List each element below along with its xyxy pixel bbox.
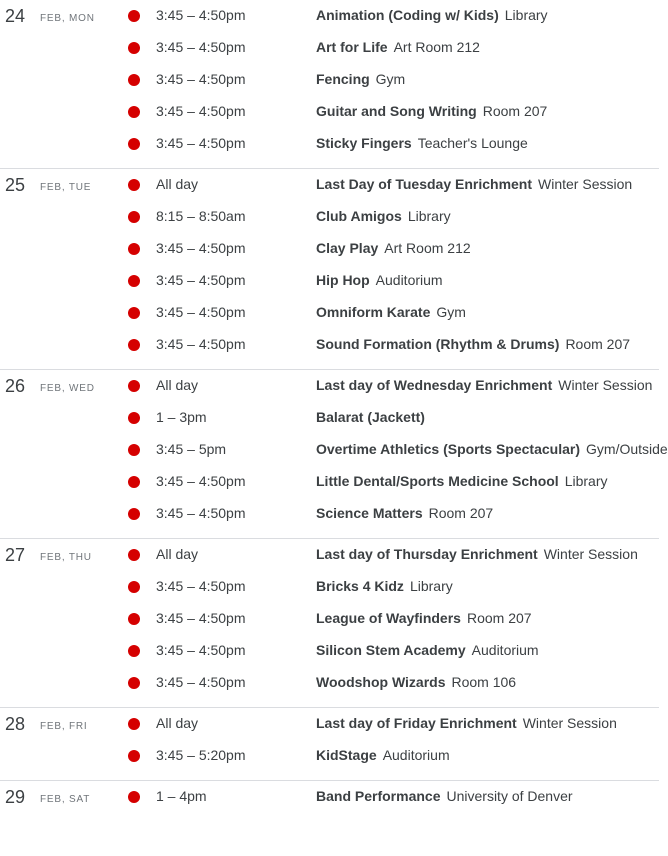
- event-title: Last Day of Tuesday Enrichment: [316, 176, 533, 192]
- event-item[interactable]: [0, 233, 659, 265]
- event-time: 3:45 – 4:50pm: [156, 674, 246, 690]
- event-title: Guitar and Song Writing: [316, 103, 477, 119]
- event-item[interactable]: [0, 539, 659, 571]
- event-list: [0, 370, 668, 530]
- event-item[interactable]: [0, 635, 659, 667]
- event-color-dot-icon: [128, 380, 140, 392]
- event-item[interactable]: [0, 64, 659, 96]
- event-item[interactable]: [0, 265, 659, 297]
- event-item[interactable]: [0, 329, 659, 361]
- event-time: All day: [156, 715, 199, 731]
- event-location: University of Denver: [446, 788, 573, 804]
- event-time: 3:45 – 4:50pm: [156, 71, 246, 87]
- event-title-line[interactable]: [316, 747, 450, 764]
- event-color-dot-icon: [128, 42, 140, 54]
- agenda-day: [0, 0, 659, 169]
- event-color-dot-icon: [128, 106, 140, 118]
- day-label: FEB, TUE: [40, 182, 92, 193]
- event-title: Art for Life: [316, 39, 388, 55]
- event-location: Library: [409, 578, 453, 594]
- event-time: All day: [156, 377, 199, 393]
- event-title-line[interactable]: [316, 103, 547, 120]
- event-item[interactable]: [0, 708, 659, 740]
- event-title: KidStage: [316, 747, 377, 763]
- event-item[interactable]: [0, 571, 659, 603]
- event-time: All day: [156, 546, 199, 562]
- day-label: FEB, MON: [40, 13, 95, 24]
- event-color-dot-icon: [128, 179, 140, 191]
- event-color-dot-icon: [128, 10, 140, 22]
- event-item[interactable]: [0, 434, 668, 466]
- event-color-dot-icon: [128, 444, 140, 456]
- event-time: 8:15 – 8:50am: [156, 208, 246, 224]
- event-color-dot-icon: [128, 718, 140, 730]
- event-title-line[interactable]: [316, 409, 425, 426]
- event-time: 3:45 – 5:20pm: [156, 747, 246, 763]
- event-location: Gym/Outside: [586, 441, 668, 457]
- event-location: Library: [407, 208, 451, 224]
- event-title: Balarat (Jackett): [316, 409, 425, 425]
- event-location: Gym: [436, 304, 466, 320]
- event-location: Gym: [375, 71, 406, 87]
- event-title-line[interactable]: [316, 505, 493, 522]
- event-time: 1 – 3pm: [156, 409, 207, 425]
- event-location: Auditorium: [471, 642, 539, 658]
- day-number[interactable]: 24: [5, 6, 26, 26]
- event-title-line[interactable]: [316, 546, 638, 563]
- event-time: 3:45 – 4:50pm: [156, 304, 246, 320]
- event-title: Woodshop Wizards: [316, 674, 446, 690]
- event-time: 3:45 – 4:50pm: [156, 642, 246, 658]
- event-time: 3:45 – 4:50pm: [156, 578, 246, 594]
- event-title-line[interactable]: [316, 336, 630, 353]
- event-color-dot-icon: [128, 508, 140, 520]
- day-number[interactable]: 29: [5, 787, 26, 807]
- agenda-day: [0, 169, 659, 370]
- event-title-line[interactable]: [316, 208, 451, 225]
- event-title: League of Wayfinders: [316, 610, 461, 626]
- event-item[interactable]: [0, 169, 659, 201]
- event-title: Last day of Wednesday Enrichment: [316, 377, 553, 393]
- event-item[interactable]: [0, 297, 659, 329]
- event-location: Art Room 212: [393, 39, 480, 55]
- event-title-line[interactable]: [316, 674, 516, 691]
- event-title: Last day of Thursday Enrichment: [316, 546, 538, 562]
- event-location: Winter Session: [558, 377, 653, 393]
- event-title: Last day of Friday Enrichment: [316, 715, 517, 731]
- day-number[interactable]: 28: [5, 714, 26, 734]
- event-location: Room 207: [482, 103, 548, 119]
- event-list: [0, 169, 659, 361]
- event-title: Fencing: [316, 71, 370, 87]
- event-time: 3:45 – 4:50pm: [156, 336, 246, 352]
- event-location: Winter Session: [522, 715, 617, 731]
- event-item[interactable]: [0, 370, 659, 402]
- event-time: 3:45 – 4:50pm: [156, 240, 246, 256]
- event-time: All day: [156, 176, 199, 192]
- day-number[interactable]: 27: [5, 545, 26, 565]
- event-title-line[interactable]: [316, 610, 532, 627]
- event-title: Sticky Fingers: [316, 135, 412, 151]
- event-item[interactable]: [0, 0, 659, 32]
- event-color-dot-icon: [128, 791, 140, 803]
- event-location: Room 106: [451, 674, 517, 690]
- event-title: Club Amigos: [316, 208, 402, 224]
- event-color-dot-icon: [128, 412, 140, 424]
- day-label: FEB, WED: [40, 383, 95, 394]
- event-color-dot-icon: [128, 581, 140, 593]
- event-time: 3:45 – 4:50pm: [156, 135, 246, 151]
- event-item[interactable]: [0, 667, 659, 699]
- event-color-dot-icon: [128, 275, 140, 287]
- event-color-dot-icon: [128, 750, 140, 762]
- event-item[interactable]: [0, 96, 659, 128]
- event-location: Library: [504, 7, 548, 23]
- event-time: 3:45 – 4:50pm: [156, 272, 246, 288]
- event-title: Little Dental/Sports Medicine School: [316, 473, 559, 489]
- day-number[interactable]: 26: [5, 376, 26, 396]
- event-title-line[interactable]: [316, 715, 617, 732]
- event-title: Overtime Athletics (Sports Spectacular): [316, 441, 581, 457]
- event-item[interactable]: [0, 740, 659, 772]
- event-color-dot-icon: [128, 243, 140, 255]
- event-title-line[interactable]: [316, 788, 573, 805]
- event-title-line[interactable]: [316, 441, 668, 458]
- event-location: Art Room 212: [384, 240, 471, 256]
- event-title-line[interactable]: [316, 240, 471, 257]
- event-list: [0, 708, 659, 772]
- event-title-line[interactable]: [316, 578, 453, 595]
- event-time: 3:45 – 4:50pm: [156, 39, 246, 55]
- event-title: Bricks 4 Kidz: [316, 578, 404, 594]
- event-location: Auditorium: [375, 272, 443, 288]
- day-number[interactable]: 25: [5, 175, 26, 195]
- event-title-line[interactable]: [316, 272, 443, 289]
- event-title-line[interactable]: [316, 176, 632, 193]
- event-title-line[interactable]: [316, 7, 548, 24]
- event-title-line[interactable]: [316, 71, 405, 88]
- event-location: Winter Session: [538, 176, 633, 192]
- event-item[interactable]: [0, 201, 659, 233]
- event-location: Room 207: [466, 610, 532, 626]
- event-location: Teacher's Lounge: [417, 135, 528, 151]
- event-color-dot-icon: [128, 307, 140, 319]
- event-item[interactable]: [0, 128, 659, 160]
- event-title: Sound Formation (Rhythm & Drums): [316, 336, 560, 352]
- event-item[interactable]: [0, 603, 659, 635]
- day-label: FEB, FRI: [40, 721, 88, 732]
- agenda-day: [0, 781, 659, 821]
- event-color-dot-icon: [128, 645, 140, 657]
- event-title: Silicon Stem Academy: [316, 642, 466, 658]
- event-time: 3:45 – 4:50pm: [156, 7, 246, 23]
- event-title: Band Performance: [316, 788, 441, 804]
- agenda-day: [0, 370, 668, 539]
- event-time: 3:45 – 4:50pm: [156, 103, 246, 119]
- agenda-day: [0, 708, 659, 781]
- event-color-dot-icon: [128, 613, 140, 625]
- event-color-dot-icon: [128, 476, 140, 488]
- event-title: Science Matters: [316, 505, 423, 521]
- event-location: Auditorium: [382, 747, 450, 763]
- event-item[interactable]: [0, 32, 659, 64]
- event-color-dot-icon: [128, 677, 140, 689]
- event-item[interactable]: [0, 498, 659, 530]
- event-title: Animation (Coding w/ Kids): [316, 7, 499, 23]
- event-title-line[interactable]: [316, 39, 480, 56]
- event-color-dot-icon: [128, 74, 140, 86]
- day-label: FEB, THU: [40, 552, 92, 563]
- event-item[interactable]: [0, 402, 659, 434]
- event-title-line[interactable]: [316, 304, 466, 321]
- event-color-dot-icon: [128, 549, 140, 561]
- event-title-line[interactable]: [316, 642, 539, 659]
- event-item[interactable]: [0, 466, 659, 498]
- event-list: [0, 0, 659, 160]
- agenda-day: [0, 539, 659, 708]
- event-time: 1 – 4pm: [156, 788, 207, 804]
- event-title-line[interactable]: [316, 473, 608, 490]
- event-location: Library: [564, 473, 608, 489]
- event-location: Winter Session: [543, 546, 638, 562]
- event-location: Room 207: [565, 336, 631, 352]
- event-title: Omniform Karate: [316, 304, 431, 320]
- event-color-dot-icon: [128, 138, 140, 150]
- event-list: [0, 539, 659, 699]
- event-color-dot-icon: [128, 211, 140, 223]
- event-item[interactable]: [0, 781, 659, 813]
- event-time: 3:45 – 4:50pm: [156, 473, 246, 489]
- event-time: 3:45 – 4:50pm: [156, 610, 246, 626]
- event-time: 3:45 – 4:50pm: [156, 505, 246, 521]
- event-title: Hip Hop: [316, 272, 370, 288]
- event-color-dot-icon: [128, 339, 140, 351]
- event-location: Room 207: [428, 505, 494, 521]
- event-title-line[interactable]: [316, 135, 528, 152]
- event-list: [0, 781, 659, 813]
- day-label: FEB, SAT: [40, 794, 91, 805]
- event-title: Clay Play: [316, 240, 379, 256]
- event-title-line[interactable]: [316, 377, 652, 394]
- event-time: 3:45 – 5pm: [156, 441, 227, 457]
